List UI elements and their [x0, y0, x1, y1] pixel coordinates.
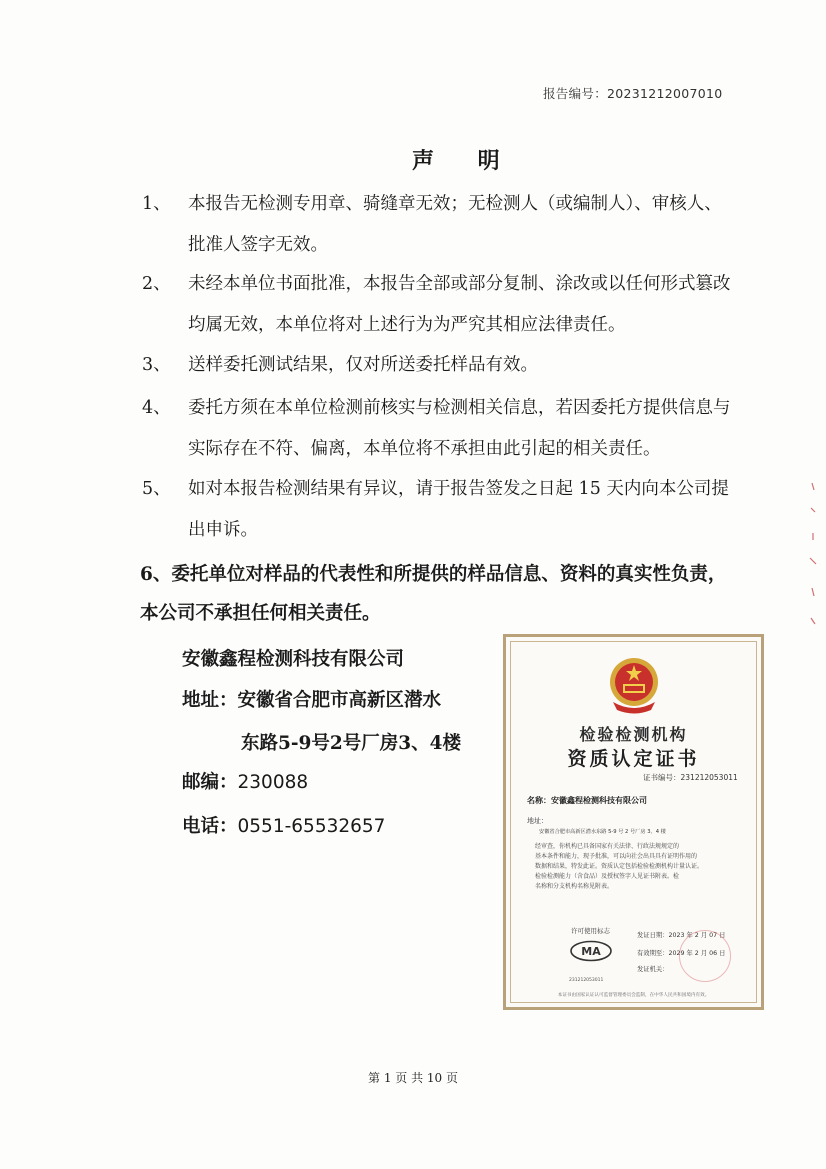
- certificate-body-line: 检验检测能力（含食品）及授权签字人见证书附表。检: [535, 873, 680, 880]
- statement-number: 4、: [142, 398, 171, 418]
- postcode-row: [182, 768, 308, 794]
- address-label: 地址：: [182, 690, 238, 711]
- certificate-body: [535, 842, 735, 892]
- statement-line: 实际存在不符、偏离，本单位将不承担由此引起的相关责任。: [188, 439, 661, 459]
- statement-6-line-2: 本公司不承担任何相关责任。: [140, 603, 381, 624]
- phone-label: 电话：: [182, 816, 238, 837]
- certificate-body-line: 基本条件和能力，现予批准，可以向社会出具具有证明作用的: [535, 853, 698, 860]
- statement-number: 1、: [142, 194, 171, 214]
- postcode: 230088: [237, 772, 309, 793]
- certificate-address: 安徽省合肥市高新区潜水东路 5-9 号 2 号厂房 3、4 楼: [539, 829, 666, 835]
- official-seal: [679, 930, 731, 982]
- statement-line: 本报告无检测专用章、骑缝章无效；无检测人（或编制人）、审核人、: [188, 194, 722, 214]
- company-name: 安徽鑫程检测科技有限公司: [182, 649, 405, 670]
- certificate-mark-number: 231212053011: [569, 978, 604, 983]
- statement-number: 3、: [142, 355, 171, 375]
- statement-number: 2、: [142, 274, 171, 294]
- certificate-title-1: 检验检测机构: [579, 725, 688, 744]
- qualification-certificate: [503, 634, 764, 1010]
- cma-logo-text: MA: [581, 945, 601, 958]
- statement-number: 5、: [142, 479, 171, 499]
- certificate-body-line: 数据和结果，特发此证。资质认定包括检验检测机构计量认证。: [535, 863, 704, 870]
- page-number: 第 1 页 共 10 页: [368, 1071, 458, 1085]
- address-row: [182, 686, 441, 712]
- certificate-issuer: 发证机关：: [637, 966, 669, 973]
- certificate-holder-name: 名称：安徽鑫程检测科技有限公司: [527, 796, 647, 805]
- statement-line: 送样委托测试结果，仅对所送委托样品有效。: [188, 355, 538, 375]
- statement-line: 未经本单位书面批准，本报告全部或部分复制、涂改或以任何形式篡改: [188, 274, 731, 294]
- address-line-2: 东路5-9号2号厂房3、4楼: [241, 733, 462, 754]
- address-line-1: 安徽省合肥市高新区潜水: [237, 690, 442, 711]
- page-title: 声 明: [412, 148, 518, 174]
- national-emblem-icon: [605, 654, 663, 716]
- statement-line: 出申诉。: [188, 520, 258, 540]
- phone-number: 0551-65532657: [237, 816, 386, 837]
- certificate-issue-date: 发证日期：2023 年 2 月 07 日: [637, 932, 726, 939]
- cma-logo-icon: [569, 940, 613, 962]
- statement-6-line-1: 6、委托单位对样品的代表性和所提供的样品信息、资料的真实性负责，: [140, 564, 727, 585]
- statement-line: 均属无效，本单位将对上述行为为严究其相应法律责任。: [188, 315, 626, 335]
- certificate-body-line: 名称和分支机构名称见附表。: [535, 883, 614, 890]
- certificate-number: 证书编号：231212053011: [643, 773, 738, 782]
- statement-line: 批准人签字无效。: [188, 235, 328, 255]
- statement-line: 委托方须在本单位检测前核实与检测相关信息，若因委托方提供信息与: [188, 398, 731, 418]
- statement-line: 如对本报告检测结果有异议，请于报告签发之日起 15 天内向本公司提: [188, 479, 729, 499]
- certificate-footer-text: 本证书由国家认证认可监督管理委员会监制，在中华人民共和国境内有效。: [557, 993, 710, 998]
- phone-row: [182, 812, 385, 838]
- certificate-mark-label: 许可使用标志: [571, 927, 610, 935]
- certificate-address-label: 地址：: [527, 817, 548, 825]
- certificate-valid-until: 有效期至：2029 年 2 月 06 日: [637, 950, 726, 957]
- binding-seal-marks: [808, 478, 818, 638]
- certificate-title-2: 资质认定证书: [567, 748, 700, 770]
- certificate-body-line: 经审查，你机构已具备国家有关法律、行政法规规定的: [535, 843, 680, 850]
- report-number: 报告编号：20231212007010: [543, 86, 723, 101]
- postcode-label: 邮编：: [182, 772, 238, 793]
